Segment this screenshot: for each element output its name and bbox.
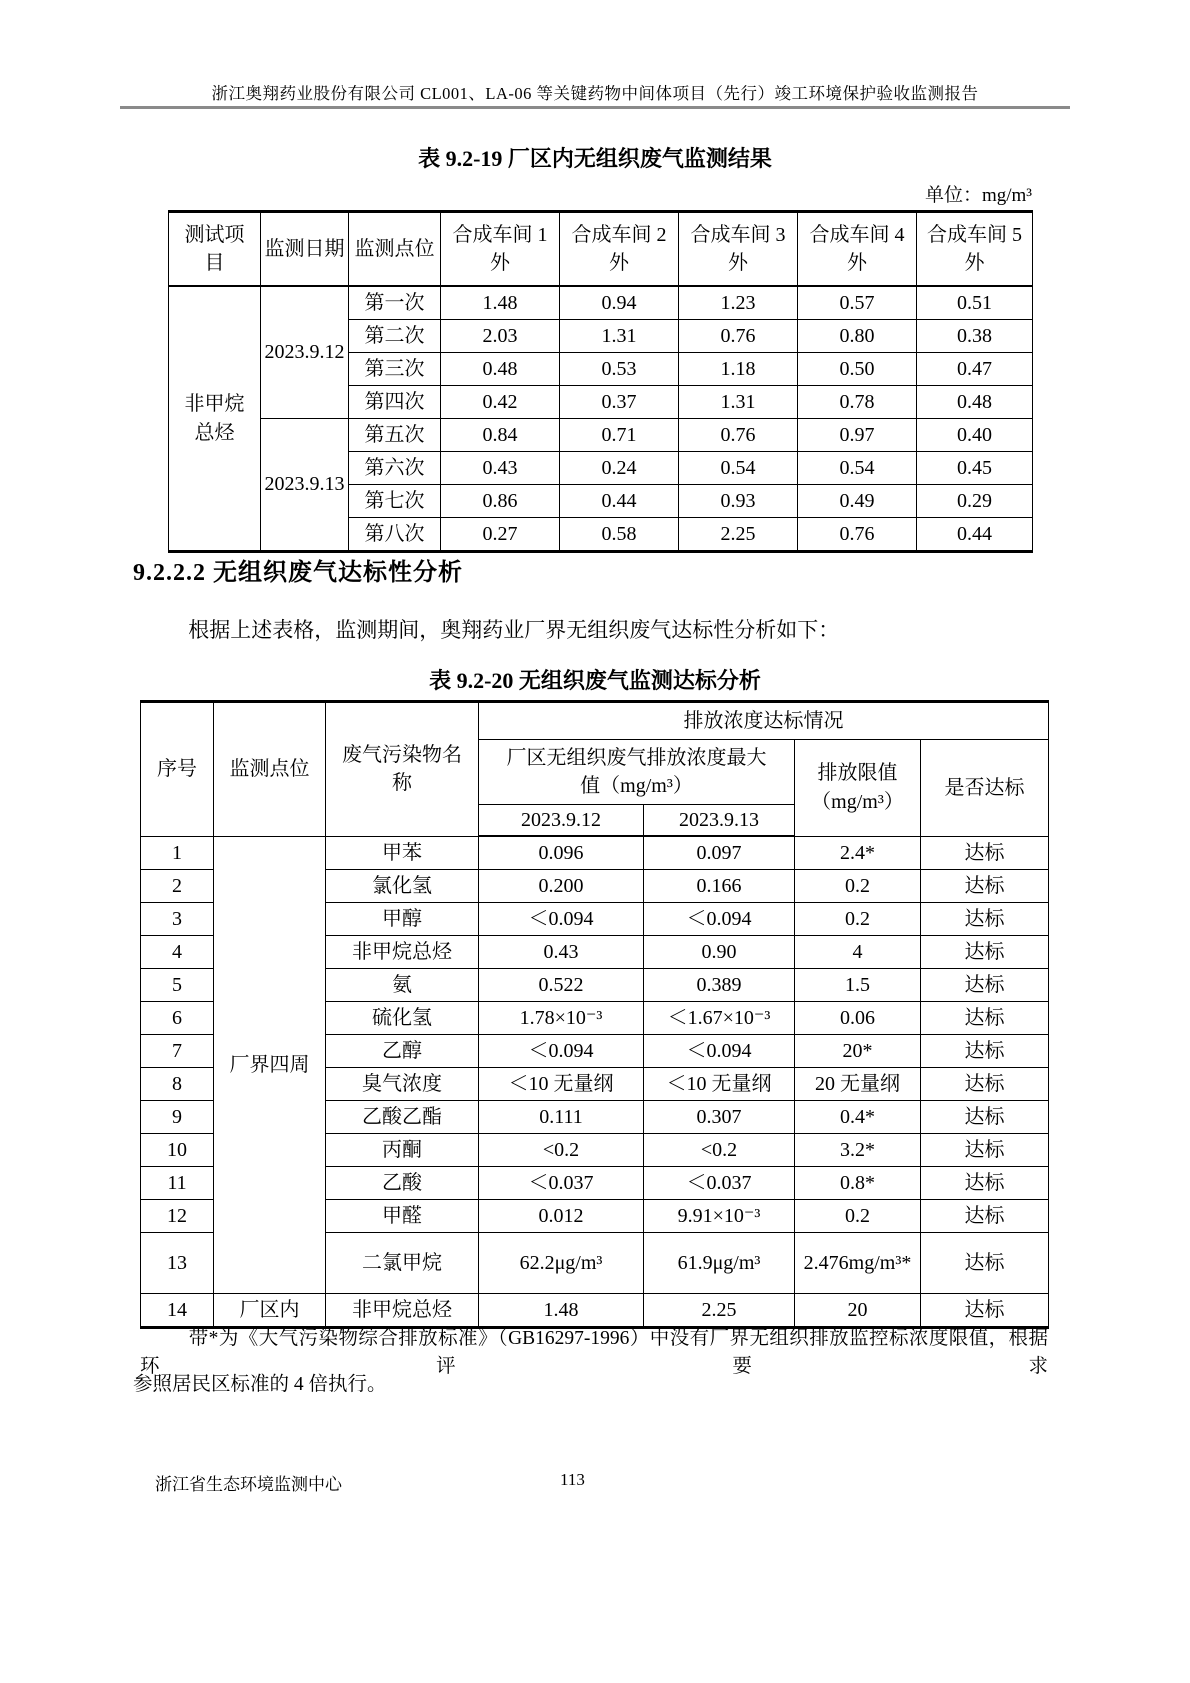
t2-status-cell: 达标: [921, 969, 1049, 1002]
t2-value-cell: <0.2: [479, 1134, 644, 1167]
t2-limit-cell: 20: [795, 1294, 921, 1328]
t2-header-limit: 排放限值（mg/m³）: [795, 740, 921, 837]
t2-limit-cell: 0.2: [795, 870, 921, 903]
t2-value-cell: 0.096: [479, 836, 644, 870]
t1-point-cell: 第五次: [349, 419, 441, 452]
t2-header-max-concentration: [479, 740, 795, 805]
t1-point-cell: 第六次: [349, 452, 441, 485]
t1-value-cell: 1.18: [679, 353, 798, 386]
t1-item-label: 非甲烷总烃: [184, 393, 245, 444]
t2-value-cell: 0.166: [644, 870, 795, 903]
t2-status-cell: 达标: [921, 870, 1049, 903]
t1-header-item: [169, 212, 261, 287]
t2-status-cell: 达标: [921, 903, 1049, 936]
t2-value-cell: ＜0.037: [644, 1167, 795, 1200]
t2-seq-cell: 8: [141, 1068, 214, 1101]
t2-seq-cell: 9: [141, 1101, 214, 1134]
t2-pollutant-cell: 非甲烷总烃: [326, 1294, 479, 1328]
t2-seq-cell: 11: [141, 1167, 214, 1200]
t1-header-point: 监测点位: [349, 212, 441, 287]
t2-pollutant-cell: 丙酮: [326, 1134, 479, 1167]
t2-value-cell: 62.2μg/m³: [479, 1233, 644, 1294]
t2-limit-cell: 2.4*: [795, 836, 921, 870]
t1-header-workshop-3: 合成车间 3 外: [679, 212, 798, 287]
t2-value-cell: ＜10 无量纲: [644, 1068, 795, 1101]
t2-status-cell: 达标: [921, 1134, 1049, 1167]
t1-value-cell: 0.86: [441, 485, 560, 518]
t2-value-cell: 1.78×10⁻³: [479, 1002, 644, 1035]
t2-limit-cell: 0.2: [795, 1200, 921, 1233]
t2-seq-cell: 2: [141, 870, 214, 903]
t2-pollutant-cell: 甲醛: [326, 1200, 479, 1233]
t2-pollutant-cell: 非甲烷总烃: [326, 936, 479, 969]
t1-date-cell: 2023.9.13: [261, 419, 349, 552]
t1-value-cell: 0.76: [679, 419, 798, 452]
t1-item-cell: [169, 286, 261, 552]
t1-value-cell: 0.76: [798, 518, 917, 552]
t1-value-cell: 0.84: [441, 419, 560, 452]
t1-point-cell: 第一次: [349, 286, 441, 320]
t2-value-cell: 61.9μg/m³: [644, 1233, 795, 1294]
t1-value-cell: 0.48: [917, 386, 1033, 419]
table-row: [169, 419, 1033, 452]
t1-value-cell: 0.48: [441, 353, 560, 386]
t1-value-cell: 2.03: [441, 320, 560, 353]
table2-footnote-line2: 参照居民区标准的 4 倍执行。: [133, 1374, 387, 1395]
t1-value-cell: 1.23: [679, 286, 798, 320]
t2-header-pollutant: [326, 702, 479, 837]
t1-value-cell: 0.54: [798, 452, 917, 485]
t2-seq-cell: 5: [141, 969, 214, 1002]
t2-limit-cell: 4: [795, 936, 921, 969]
t2-value-cell: ＜0.094: [644, 1035, 795, 1068]
t1-date-cell: 2023.9.12: [261, 286, 349, 419]
t2-seq-cell: 3: [141, 903, 214, 936]
t1-value-cell: 0.44: [917, 518, 1033, 552]
t1-point-cell: 第三次: [349, 353, 441, 386]
t1-value-cell: 0.40: [917, 419, 1033, 452]
t1-value-cell: 0.47: [917, 353, 1033, 386]
t1-value-cell: 0.24: [560, 452, 679, 485]
t2-header-row-1: [141, 702, 1049, 740]
t2-limit-cell: 1.5: [795, 969, 921, 1002]
t1-value-cell: 0.51: [917, 286, 1033, 320]
t1-value-cell: 0.27: [441, 518, 560, 552]
table1-fugitive-gas-results: [168, 210, 1033, 553]
t2-value-cell: 0.522: [479, 969, 644, 1002]
t2-seq-cell: 6: [141, 1002, 214, 1035]
table2-title: 表 9.2-20 无组织废气监测达标分析: [429, 668, 761, 693]
t1-value-cell: 0.45: [917, 452, 1033, 485]
table1-title: 表 9.2-19 厂区内无组织废气监测结果: [418, 146, 772, 171]
document-header-text: 浙江奥翔药业股份有限公司 CL001、LA-06 等关键药物中间体项目（先行）竣工环境保护验收监测报告: [211, 84, 979, 103]
t1-value-cell: 0.97: [798, 419, 917, 452]
t2-value-cell: 0.90: [644, 936, 795, 969]
t2-header-pollutant-label: 废气污染物名称: [342, 743, 462, 795]
t2-limit-cell: 20*: [795, 1035, 921, 1068]
t1-value-cell: 0.93: [679, 485, 798, 518]
t2-pollutant-cell: 乙酸乙酯: [326, 1101, 479, 1134]
t2-value-cell: 2.25: [644, 1294, 795, 1328]
t1-value-cell: 1.48: [441, 286, 560, 320]
t1-value-cell: 0.58: [560, 518, 679, 552]
t2-pollutant-cell: 甲苯: [326, 836, 479, 870]
t2-limit-cell: 2.476mg/m³*: [795, 1233, 921, 1294]
t2-status-cell: 达标: [921, 1002, 1049, 1035]
table-row: [169, 286, 1033, 320]
footer-organization: 浙江省生态环境监测中心: [155, 1475, 342, 1494]
t1-header-item-label: 测试项目: [184, 223, 245, 274]
t1-value-cell: 0.53: [560, 353, 679, 386]
t2-value-cell: 0.389: [644, 969, 795, 1002]
t2-pollutant-cell: 乙酸: [326, 1167, 479, 1200]
t1-value-cell: 0.38: [917, 320, 1033, 353]
t1-value-cell: 1.31: [679, 386, 798, 419]
t1-header-workshop-1: 合成车间 1 外: [441, 212, 560, 287]
t2-value-cell: 0.200: [479, 870, 644, 903]
t1-point-cell: 第七次: [349, 485, 441, 518]
t1-header-date: 监测日期: [261, 212, 349, 287]
body-paragraph: 根据上述表格，监测期间，奥翔药业厂界无组织废气达标性分析如下：: [188, 618, 840, 642]
t1-value-cell: 0.71: [560, 419, 679, 452]
t2-status-cell: 达标: [921, 1233, 1049, 1294]
t2-status-cell: 达标: [921, 1068, 1049, 1101]
t2-value-cell: 0.307: [644, 1101, 795, 1134]
t2-status-cell: 达标: [921, 1101, 1049, 1134]
t2-seq-cell: 1: [141, 836, 214, 870]
t2-point-inside-cell: 厂区内: [214, 1294, 326, 1328]
table2-footnote-line1: 带*为《大气污染物综合排放标准》（GB16297-1996）中没有厂界无组织排放监控标浓度限值，根据环评要求: [140, 1328, 1048, 1377]
t1-header-workshop-2: 合成车间 2 外: [560, 212, 679, 287]
t2-header-seq: 序号: [141, 702, 214, 837]
t1-value-cell: 0.76: [679, 320, 798, 353]
t2-value-cell: 0.012: [479, 1200, 644, 1233]
t1-header-workshop-5: 合成车间 5 外: [917, 212, 1033, 287]
t2-pollutant-cell: 氯化氢: [326, 870, 479, 903]
t1-point-cell: 第四次: [349, 386, 441, 419]
t2-value-cell: ＜0.094: [644, 903, 795, 936]
t2-value-cell: 9.91×10⁻³: [644, 1200, 795, 1233]
t1-value-cell: 0.42: [441, 386, 560, 419]
t1-value-cell: 0.78: [798, 386, 917, 419]
t2-seq-cell: 13: [141, 1233, 214, 1294]
t2-header-status: 是否达标: [921, 740, 1049, 837]
t2-point-boundary-cell: 厂界四周: [214, 836, 326, 1294]
t2-pollutant-cell: 臭气浓度: [326, 1068, 479, 1101]
t1-value-cell: 0.49: [798, 485, 917, 518]
t2-pollutant-cell: 甲醇: [326, 903, 479, 936]
t2-seq-cell: 14: [141, 1294, 214, 1328]
t2-header-max-concentration-label: 厂区无组织废气排放浓度最大值（mg/m³）: [506, 746, 767, 797]
t1-value-cell: 0.57: [798, 286, 917, 320]
t1-value-cell: 1.31: [560, 320, 679, 353]
t2-value-cell: ＜1.67×10⁻³: [644, 1002, 795, 1035]
t2-status-cell: 达标: [921, 1167, 1049, 1200]
t2-pollutant-cell: 乙醇: [326, 1035, 479, 1068]
t1-header-row: [169, 212, 1033, 287]
table-row: [141, 836, 1049, 870]
table2-compliance-analysis: [140, 700, 1049, 1329]
t2-pollutant-cell: 氨: [326, 969, 479, 1002]
table1-unit-label: 单位：mg/m³: [924, 185, 1032, 206]
t2-value-cell: 0.111: [479, 1101, 644, 1134]
t1-value-cell: 0.43: [441, 452, 560, 485]
header-divider: [120, 106, 1070, 109]
t2-limit-cell: 0.8*: [795, 1167, 921, 1200]
section-heading: 9.2.2.2 无组织废气达标性分析: [133, 560, 463, 586]
t2-header-date2: 2023.9.13: [644, 805, 795, 837]
t1-value-cell: 0.29: [917, 485, 1033, 518]
t1-value-cell: 0.94: [560, 286, 679, 320]
t2-seq-cell: 7: [141, 1035, 214, 1068]
t1-header-workshop-4: 合成车间 4 外: [798, 212, 917, 287]
t1-value-cell: 0.37: [560, 386, 679, 419]
t2-status-cell: 达标: [921, 1035, 1049, 1068]
t2-seq-cell: 12: [141, 1200, 214, 1233]
t1-point-cell: 第二次: [349, 320, 441, 353]
t2-value-cell: ＜0.037: [479, 1167, 644, 1200]
t2-limit-cell: 20 无量纲: [795, 1068, 921, 1101]
t2-limit-cell: 3.2*: [795, 1134, 921, 1167]
t2-value-cell: ＜0.094: [479, 903, 644, 936]
t2-value-cell: 0.43: [479, 936, 644, 969]
t2-pollutant-cell: 二氯甲烷: [326, 1233, 479, 1294]
t1-value-cell: 0.44: [560, 485, 679, 518]
t2-pollutant-cell: 硫化氢: [326, 1002, 479, 1035]
t2-seq-cell: 4: [141, 936, 214, 969]
t2-limit-cell: 0.4*: [795, 1101, 921, 1134]
footer-page-number: 113: [560, 1470, 585, 1489]
t2-value-cell: 1.48: [479, 1294, 644, 1328]
t2-status-cell: 达标: [921, 1294, 1049, 1328]
t1-value-cell: 0.80: [798, 320, 917, 353]
t2-status-cell: 达标: [921, 936, 1049, 969]
t2-value-cell: 0.097: [644, 836, 795, 870]
t1-value-cell: 0.54: [679, 452, 798, 485]
t2-header-point: 监测点位: [214, 702, 326, 837]
t2-value-cell: ＜10 无量纲: [479, 1068, 644, 1101]
t2-header-date1: 2023.9.12: [479, 805, 644, 837]
t2-status-cell: 达标: [921, 1200, 1049, 1233]
t2-seq-cell: 10: [141, 1134, 214, 1167]
t2-limit-cell: 0.2: [795, 903, 921, 936]
t1-point-cell: 第八次: [349, 518, 441, 552]
t2-value-cell: ＜0.094: [479, 1035, 644, 1068]
t1-value-cell: 2.25: [679, 518, 798, 552]
t1-value-cell: 0.50: [798, 353, 917, 386]
t2-status-cell: 达标: [921, 836, 1049, 870]
t2-limit-cell: 0.06: [795, 1002, 921, 1035]
t2-value-cell: <0.2: [644, 1134, 795, 1167]
t2-header-compliance-group: 排放浓度达标情况: [479, 702, 1049, 740]
